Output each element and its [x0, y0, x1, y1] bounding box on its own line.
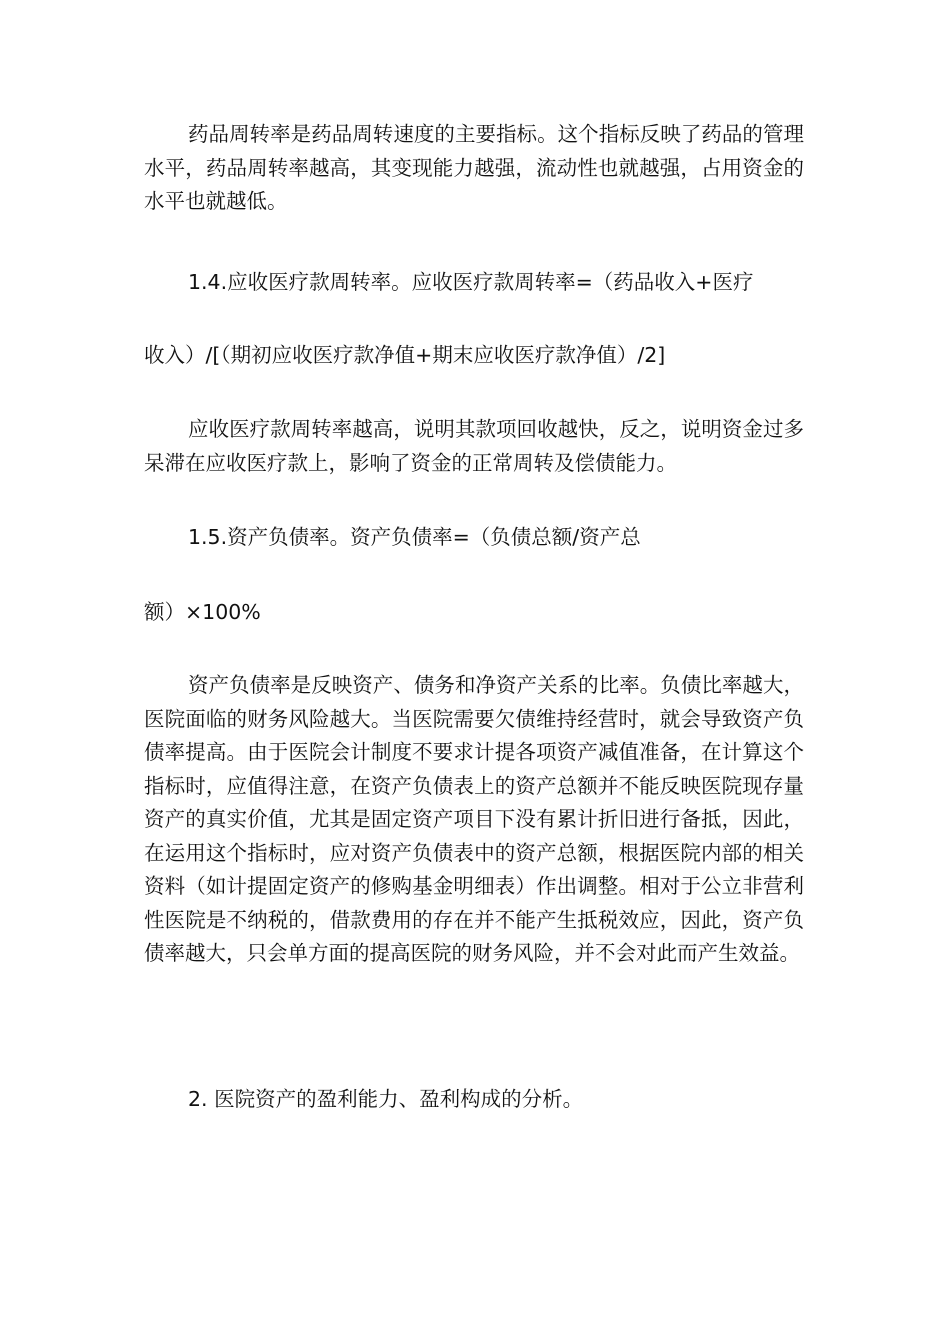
- formula-debt-ratio-line1: 1.5.资产负债率。资产负债率=（负债总额/资产总: [188, 525, 641, 549]
- formula-receivables-turnover-line2: 收入）/[（期初应收医疗款净值+期末应收医疗款净值）/2]: [144, 343, 666, 367]
- paragraph-receivables-explanation: 应收医疗款周转率越高，说明其款项回收越快，反之，说明资金过多呆滞在应收医疗款上，影响了资金的正常周转及偿债能力。: [144, 417, 804, 475]
- section-heading-profitability: 2. 医院资产的盈利能力、盈利构成的分析。: [188, 1087, 584, 1111]
- formula-receivables-turnover-line1: 1.4.应收医疗款周转率。应收医疗款周转率=（药品收入+医疗: [188, 270, 754, 294]
- formula-debt-ratio-line2: 额）×100%: [144, 600, 261, 624]
- paragraph-drug-turnover: 药品周转率是药品周转速度的主要指标。这个指标反映了药品的管理水平，药品周转率越高，其变现能力越强，流动性也就越强，占用资金的水平也就越低。: [144, 122, 804, 213]
- paragraph-debt-ratio-explanation: 资产负债率是反映资产、债务和净资产关系的比率。负债比率越大，医院面临的财务风险越大。当医院需要欠债维持经营时，就会导致资产负债率提高。由于医院会计制度不要求计提各项资产减值准备，在计算这个指标时，应值得注意，在资产负债表上的资产总额并不能反映医院现存量资产的真实价值，尤其是固定资产项目下没有累计折旧进行备抵，因此，在运用这个指标时，应对资产负债表中的资产总额，根据医院内部的相关资料（如计提固定资产的修购基金明细表）作出调整。相对于公立非营利性医院是不纳税的，借款费用的存在并不能产生抵税效应，因此，资产负债率越大，只会单方面的提高医院的财务风险，并不会对此而产生效益。: [144, 673, 804, 965]
